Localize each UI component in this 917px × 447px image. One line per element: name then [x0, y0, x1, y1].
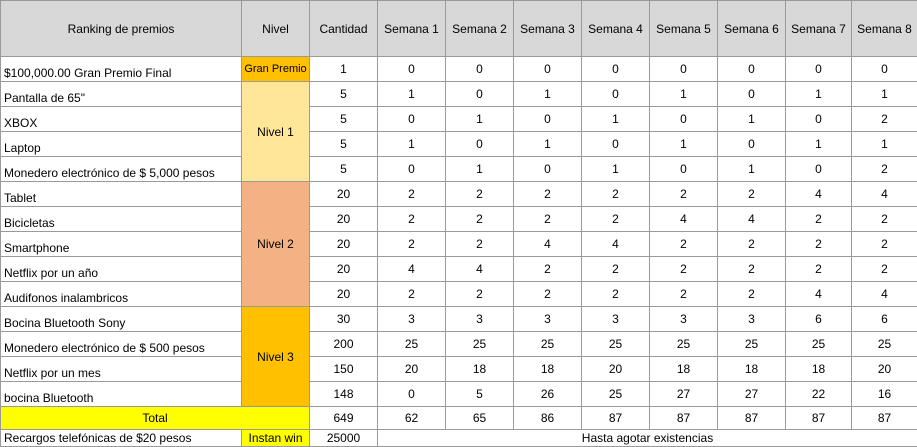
prize-name: Monedero electrónico de $ 5,000 pesos [1, 157, 242, 182]
week-cell: 2 [718, 282, 786, 307]
cantidad-cell: 150 [310, 357, 378, 382]
availability-note: Hasta agotar existencias [378, 430, 917, 447]
week-cell: 1 [378, 132, 446, 157]
header-semana-3: Semana 3 [514, 1, 582, 57]
prize-name: Recargos telefónicas de $20 pesos [1, 430, 242, 447]
prize-name: Audifonos inalambricos [1, 282, 242, 307]
week-cell: 16 [852, 382, 917, 407]
week-cell: 0 [514, 107, 582, 132]
week-cell: 0 [378, 57, 446, 82]
prize-name: Tablet [1, 182, 242, 207]
total-week-cell: 87 [582, 407, 650, 430]
recargas-row [1, 430, 917, 447]
week-cell: 22 [786, 382, 852, 407]
week-cell: 2 [582, 182, 650, 207]
week-cell: 2 [718, 182, 786, 207]
week-cell: 0 [650, 57, 718, 82]
week-cell: 5 [446, 382, 514, 407]
week-cell: 18 [718, 357, 786, 382]
total-week-cell: 87 [786, 407, 852, 430]
week-cell: 0 [446, 132, 514, 157]
week-cell: 1 [650, 132, 718, 157]
cantidad-cell: 20 [310, 232, 378, 257]
total-row [1, 407, 917, 430]
week-cell: 25 [378, 332, 446, 357]
week-cell: 0 [718, 82, 786, 107]
week-cell: 0 [446, 82, 514, 107]
table-row [1, 182, 917, 207]
week-cell: 25 [852, 332, 917, 357]
week-cell: 2 [852, 207, 917, 232]
week-cell: 25 [786, 332, 852, 357]
table-row [1, 382, 917, 407]
week-cell: 1 [378, 82, 446, 107]
prize-name: Bicicletas [1, 207, 242, 232]
week-cell: 25 [582, 332, 650, 357]
week-cell: 6 [852, 307, 917, 332]
week-cell: 4 [446, 257, 514, 282]
week-cell: 2 [786, 207, 852, 232]
table-row [1, 107, 917, 132]
week-cell: 4 [650, 207, 718, 232]
table-row [1, 357, 917, 382]
prize-name: XBOX [1, 107, 242, 132]
prize-name: Bocina Bluetooth Sony [1, 307, 242, 332]
week-cell: 2 [446, 182, 514, 207]
table-row [1, 332, 917, 357]
week-cell: 0 [378, 382, 446, 407]
level-nivel-2: Nivel 2 [242, 182, 310, 307]
cantidad-cell: 5 [310, 132, 378, 157]
week-cell: 3 [582, 307, 650, 332]
week-cell: 27 [718, 382, 786, 407]
week-cell: 0 [582, 57, 650, 82]
week-cell: 6 [786, 307, 852, 332]
week-cell: 26 [514, 382, 582, 407]
table-row [1, 132, 917, 157]
week-cell: 0 [650, 157, 718, 182]
total-label: Total [1, 407, 310, 430]
prize-name: Laptop [1, 132, 242, 157]
prize-name: Monedero electrónico de $ 500 pesos [1, 332, 242, 357]
week-cell: 2 [650, 257, 718, 282]
total-week-cell: 87 [650, 407, 718, 430]
cantidad-cell: 5 [310, 157, 378, 182]
week-cell: 0 [378, 157, 446, 182]
week-cell: 25 [650, 332, 718, 357]
header-ranking: Ranking de premios [1, 1, 242, 57]
week-cell: 3 [718, 307, 786, 332]
week-cell: 1 [582, 107, 650, 132]
table-row [1, 307, 917, 332]
prize-name: Pantalla de 65" [1, 82, 242, 107]
week-cell: 2 [650, 282, 718, 307]
week-cell: 0 [446, 57, 514, 82]
week-cell: 2 [650, 182, 718, 207]
cantidad-cell: 1 [310, 57, 378, 82]
week-cell: 0 [852, 57, 917, 82]
week-cell: 2 [378, 282, 446, 307]
week-cell: 4 [786, 282, 852, 307]
week-cell: 0 [582, 82, 650, 107]
week-cell: 25 [582, 382, 650, 407]
week-cell: 0 [514, 157, 582, 182]
header-nivel: Nivel [242, 1, 310, 57]
week-cell: 1 [514, 132, 582, 157]
week-cell: 0 [786, 57, 852, 82]
cantidad-cell: 20 [310, 182, 378, 207]
total-week-cell: 87 [852, 407, 917, 430]
week-cell: 4 [718, 207, 786, 232]
week-cell: 18 [514, 357, 582, 382]
week-cell: 20 [852, 357, 917, 382]
week-cell: 27 [650, 382, 718, 407]
prize-name: Netflix por un mes [1, 357, 242, 382]
week-cell: 3 [650, 307, 718, 332]
cantidad-cell: 20 [310, 207, 378, 232]
week-cell: 1 [514, 82, 582, 107]
week-cell: 0 [514, 57, 582, 82]
week-cell: 4 [852, 182, 917, 207]
week-cell: 0 [718, 57, 786, 82]
header-semana-4: Semana 4 [582, 1, 650, 57]
week-cell: 0 [786, 157, 852, 182]
week-cell: 2 [378, 232, 446, 257]
header-semana-7: Semana 7 [786, 1, 852, 57]
week-cell: 0 [786, 107, 852, 132]
week-cell: 0 [582, 132, 650, 157]
week-cell: 1 [852, 132, 917, 157]
header-cantidad: Cantidad [310, 1, 378, 57]
level-gran-premio: Gran Premio [242, 57, 310, 82]
week-cell: 0 [718, 132, 786, 157]
week-cell: 20 [582, 357, 650, 382]
week-cell: 4 [852, 282, 917, 307]
week-cell: 0 [378, 107, 446, 132]
header-row [1, 1, 917, 57]
total-week-cell: 86 [514, 407, 582, 430]
week-cell: 2 [446, 232, 514, 257]
prize-name: $100,000.00 Gran Premio Final [1, 57, 242, 82]
week-cell: 3 [378, 307, 446, 332]
week-cell: 18 [446, 357, 514, 382]
week-cell: 18 [650, 357, 718, 382]
cantidad-cell: 25000 [310, 430, 378, 447]
week-cell: 3 [446, 307, 514, 332]
header-semana-1: Semana 1 [378, 1, 446, 57]
cantidad-cell: 200 [310, 332, 378, 357]
table-row [1, 232, 917, 257]
table-row [1, 257, 917, 282]
week-cell: 25 [718, 332, 786, 357]
week-cell: 2 [514, 257, 582, 282]
week-cell: 2 [582, 282, 650, 307]
prize-name: Netflix por un año [1, 257, 242, 282]
cantidad-cell: 30 [310, 307, 378, 332]
week-cell: 2 [650, 232, 718, 257]
week-cell: 2 [582, 257, 650, 282]
week-cell: 4 [786, 182, 852, 207]
table-row [1, 82, 917, 107]
week-cell: 1 [852, 82, 917, 107]
week-cell: 4 [582, 232, 650, 257]
total-cantidad: 649 [310, 407, 378, 430]
week-cell: 2 [852, 257, 917, 282]
week-cell: 2 [718, 257, 786, 282]
week-cell: 2 [378, 207, 446, 232]
week-cell: 2 [786, 257, 852, 282]
week-cell: 2 [378, 182, 446, 207]
header-semana-5: Semana 5 [650, 1, 718, 57]
week-cell: 25 [514, 332, 582, 357]
level-instan-win: Instan win [242, 430, 310, 447]
cantidad-cell: 148 [310, 382, 378, 407]
cantidad-cell: 5 [310, 107, 378, 132]
week-cell: 25 [446, 332, 514, 357]
level-nivel-1: Nivel 1 [242, 82, 310, 182]
header-semana-2: Semana 2 [446, 1, 514, 57]
week-cell: 1 [718, 107, 786, 132]
week-cell: 2 [718, 232, 786, 257]
prize-name: bocina Bluetooth [1, 382, 242, 407]
total-week-cell: 65 [446, 407, 514, 430]
table-row [1, 157, 917, 182]
week-cell: 0 [650, 107, 718, 132]
week-cell: 2 [446, 207, 514, 232]
week-cell: 2 [514, 182, 582, 207]
week-cell: 2 [786, 232, 852, 257]
week-cell: 1 [718, 157, 786, 182]
total-week-cell: 62 [378, 407, 446, 430]
week-cell: 2 [514, 207, 582, 232]
week-cell: 1 [786, 82, 852, 107]
week-cell: 4 [514, 232, 582, 257]
table-row [1, 207, 917, 232]
week-cell: 2 [852, 157, 917, 182]
table-row [1, 282, 917, 307]
week-cell: 1 [650, 82, 718, 107]
week-cell: 1 [446, 107, 514, 132]
header-semana-6: Semana 6 [718, 1, 786, 57]
total-week-cell: 87 [718, 407, 786, 430]
prize-name: Smartphone [1, 232, 242, 257]
week-cell: 2 [852, 232, 917, 257]
week-cell: 1 [446, 157, 514, 182]
level-nivel-3: Nivel 3 [242, 307, 310, 407]
week-cell: 1 [786, 132, 852, 157]
week-cell: 4 [378, 257, 446, 282]
header-semana-8: Semana 8 [852, 1, 917, 57]
cantidad-cell: 5 [310, 82, 378, 107]
week-cell: 3 [514, 307, 582, 332]
week-cell: 20 [378, 357, 446, 382]
table-row [1, 57, 917, 82]
week-cell: 2 [446, 282, 514, 307]
week-cell: 2 [582, 207, 650, 232]
week-cell: 2 [852, 107, 917, 132]
week-cell: 2 [514, 282, 582, 307]
cantidad-cell: 20 [310, 282, 378, 307]
week-cell: 18 [786, 357, 852, 382]
cantidad-cell: 20 [310, 257, 378, 282]
week-cell: 1 [582, 157, 650, 182]
